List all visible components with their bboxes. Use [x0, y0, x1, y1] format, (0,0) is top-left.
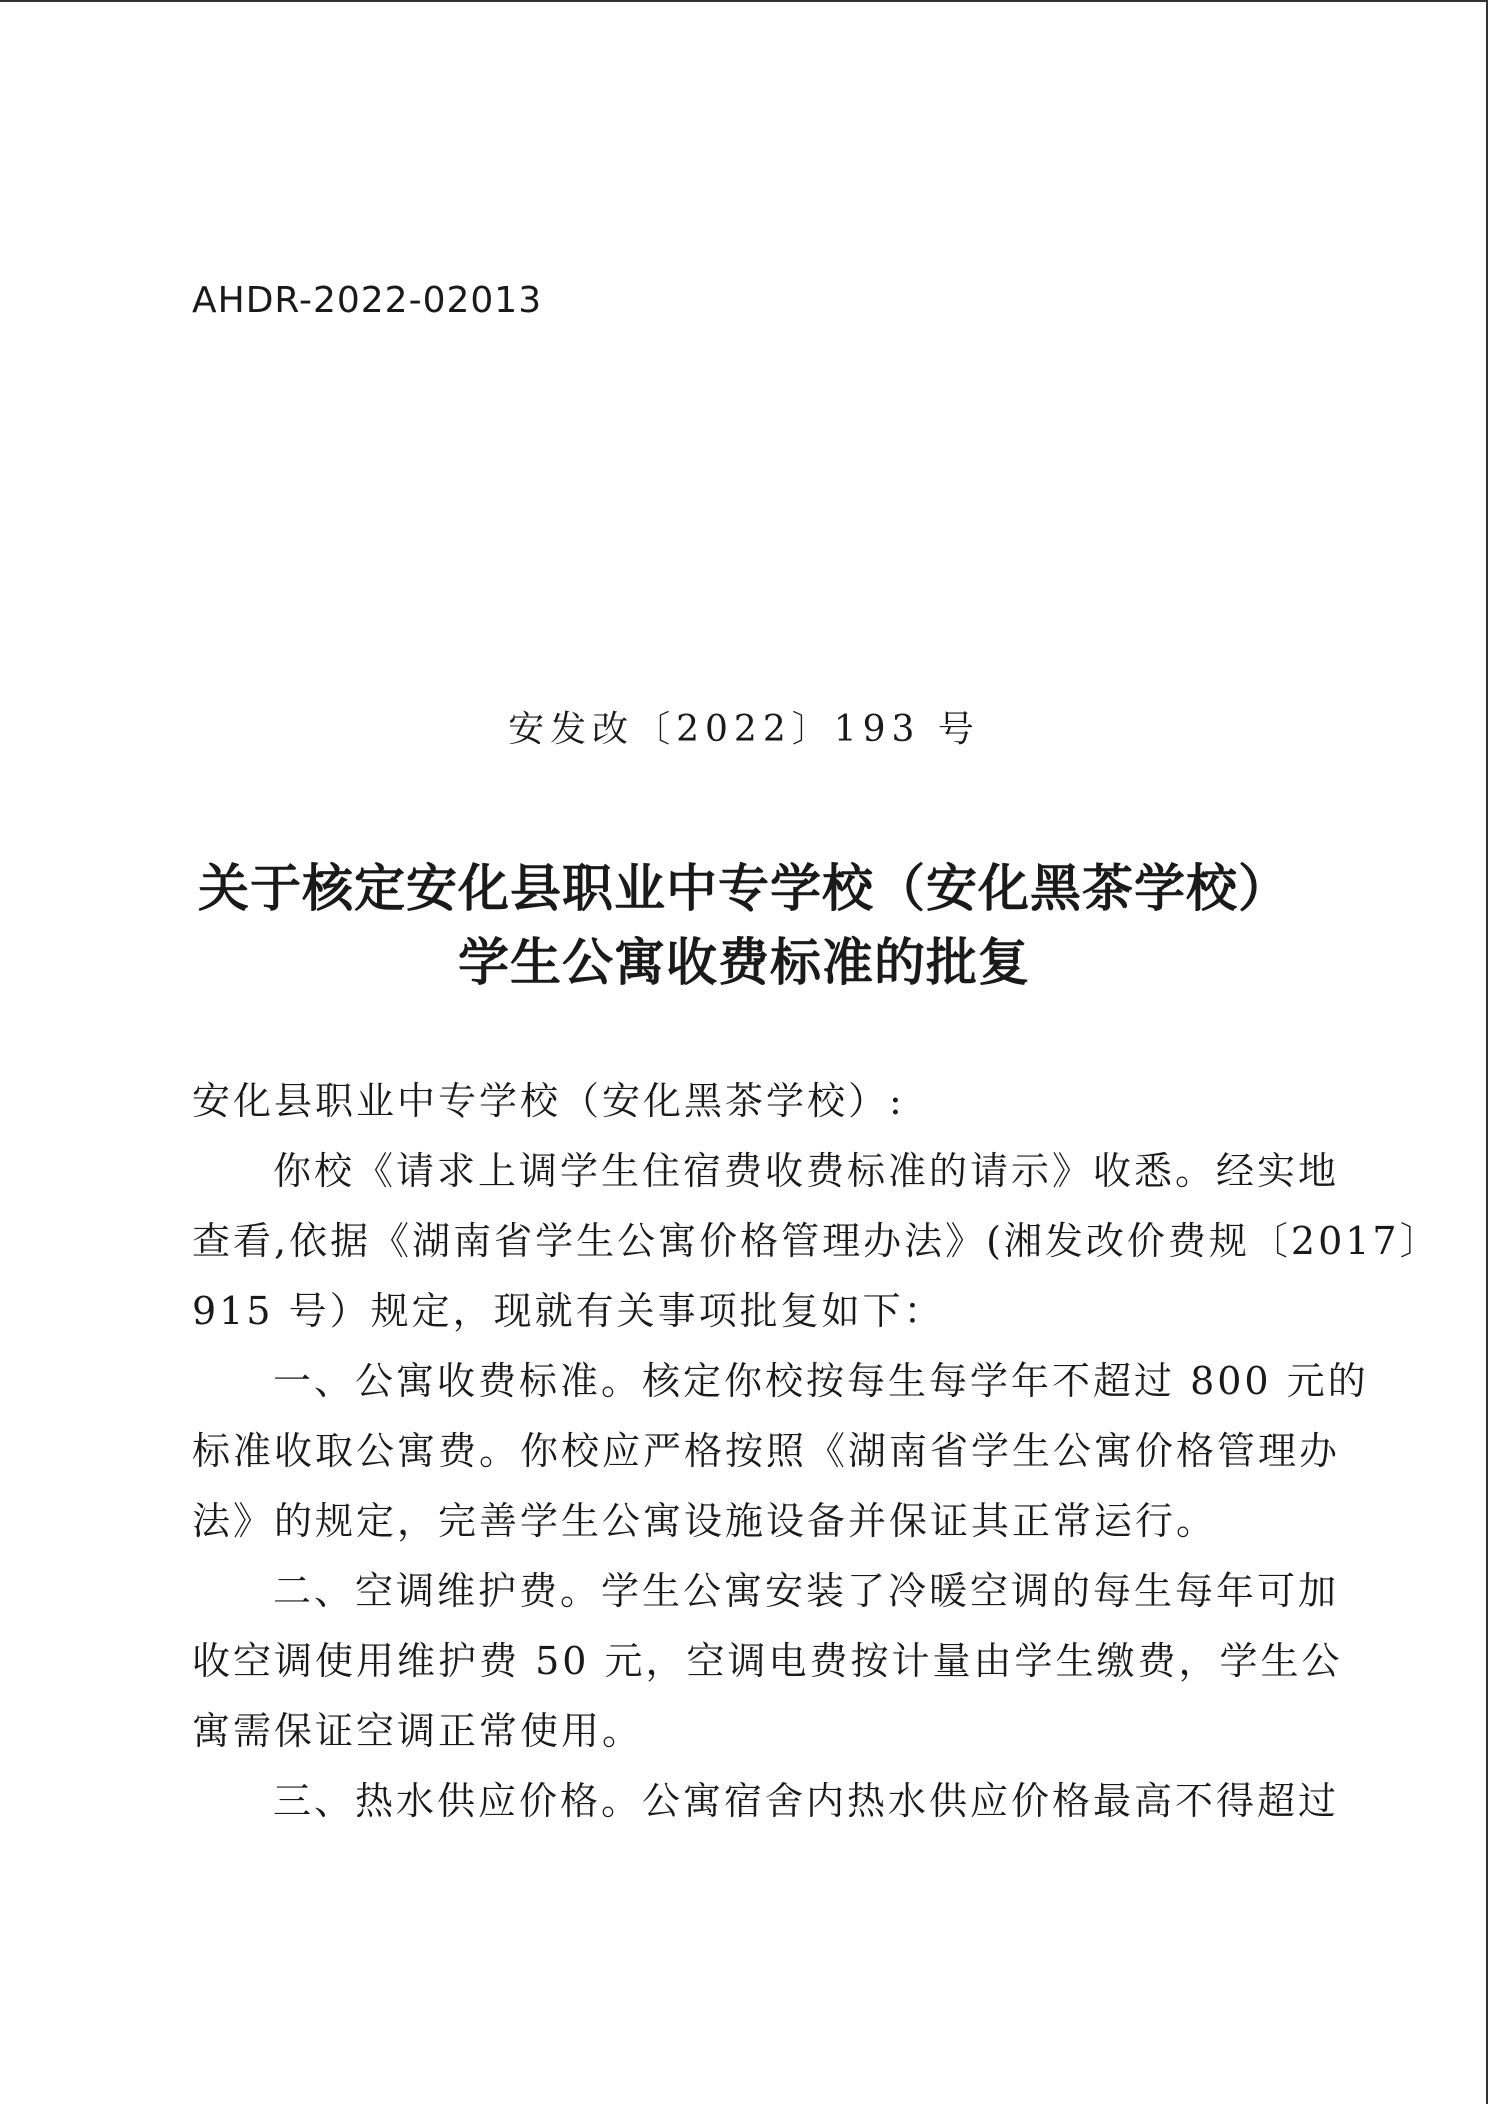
- paragraph-line: 915 号）规定，现就有关事项批复如下：: [192, 1289, 945, 1333]
- paragraph-line: 三、热水供应价格。公寓宿舍内热水供应价格最高不得超过: [273, 1779, 1340, 1823]
- paragraph-line: 标准收取公寓费。你校应严格按照《湖南省学生公寓价格管理办: [192, 1429, 1341, 1473]
- document-body: [192, 1066, 1441, 1836]
- paragraph-line: 你校《请求上调学生住宿费收费标准的请示》收悉。经实地: [273, 1149, 1340, 1193]
- title-line-1: 关于核定安化县职业中专学校（安化黑茶学校）: [197, 859, 1290, 919]
- title-line-2: 学生公寓收费标准的批复: [457, 933, 1030, 993]
- paragraph-line: 查看,依据《湖南省学生公寓价格管理办法》(湘发改价费规〔2017〕: [192, 1219, 1441, 1263]
- document-title: [0, 852, 1488, 1000]
- salutation: 安化县职业中专学校（安化黑茶学校）:: [192, 1079, 905, 1123]
- paragraph-line: 二、空调维护费。学生公寓安装了冷暖空调的每生每年可加: [273, 1569, 1340, 1613]
- paragraph-line: 寓需保证空调正常使用。: [192, 1709, 644, 1753]
- document-number: 安发改〔2022〕193 号: [508, 709, 980, 750]
- registration-code: AHDR-2022-02013: [192, 280, 543, 321]
- paragraph-line: 法》的规定，完善学生公寓设施设备并保证其正常运行。: [192, 1499, 1218, 1543]
- paragraph-line: 收空调使用维护费 50 元，空调电费按计量由学生缴费，学生公: [192, 1639, 1343, 1683]
- paragraph-line: 一、公寓收费标准。核定你校按每生每学年不超过 800 元的: [273, 1359, 1369, 1403]
